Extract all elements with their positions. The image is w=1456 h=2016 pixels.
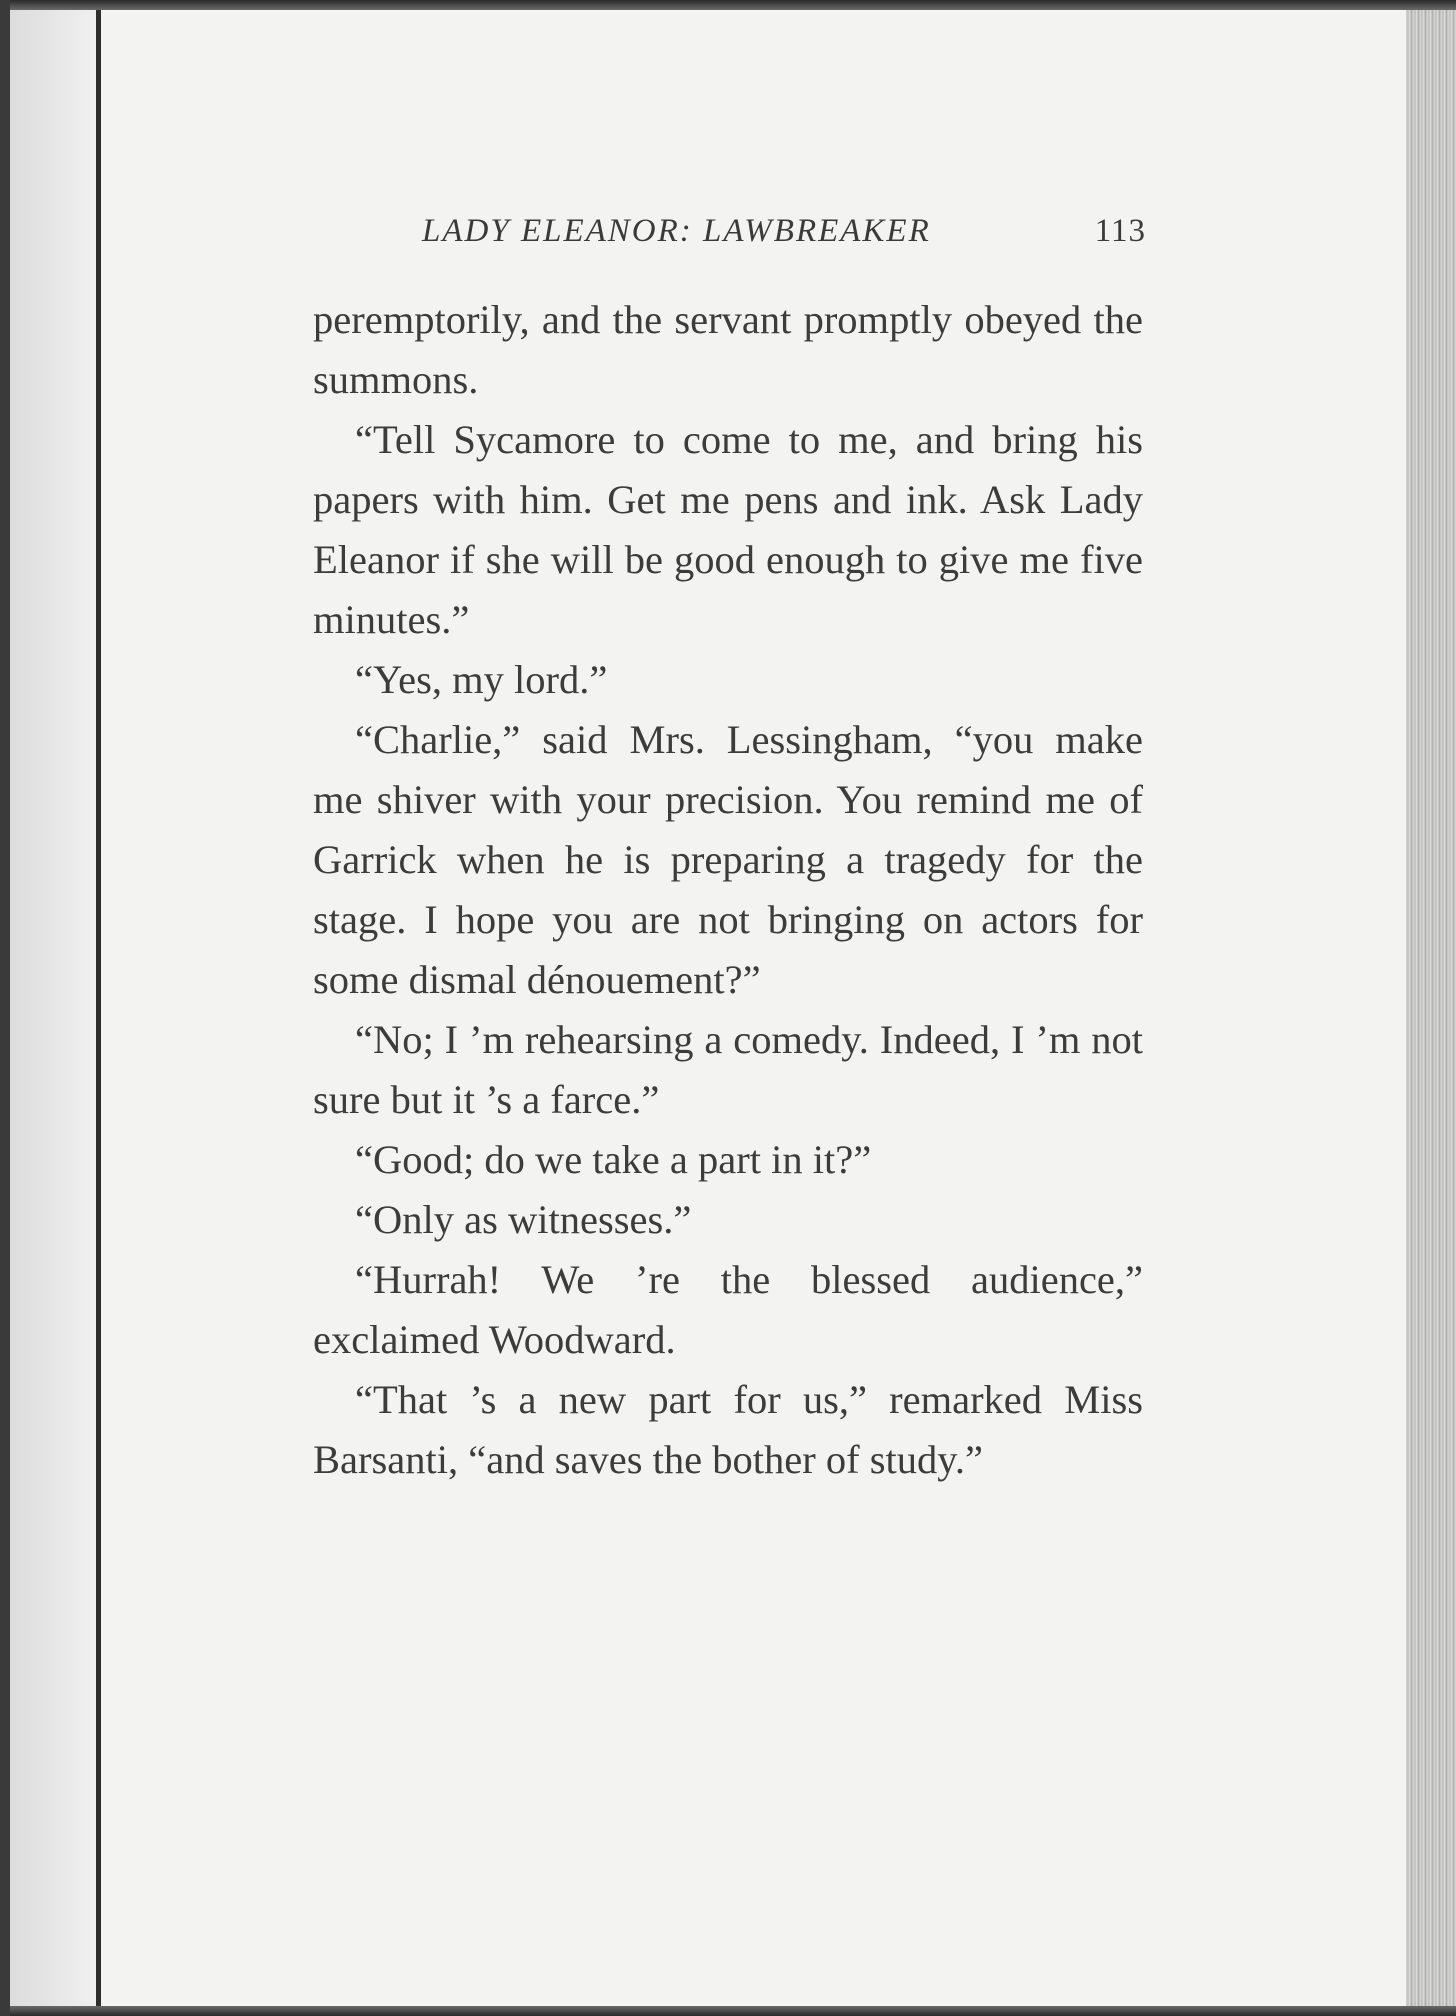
paragraph: “Good; do we take a part in it?” (355, 1137, 872, 1182)
paragraph: “Only as witnesses.” (355, 1197, 692, 1242)
scan-edge-left (0, 0, 10, 2016)
spine-line (96, 10, 101, 2006)
paragraph: peremptorily, and the servant promptly obeyed the summons. (313, 297, 1143, 402)
paragraph: “Yes, my lord.” (355, 657, 608, 702)
paragraph: “No; I ’m rehearsing a comedy. Indeed, I ’m not sure but it ’s a farce.” (313, 1017, 1143, 1122)
paragraph: “Hurrah! We ’re the blessed audience,” exclaimed Woodward. (313, 1257, 1143, 1362)
gutter-shadow (10, 10, 96, 2006)
running-head (300, 213, 1146, 257)
scan-edge-bottom (0, 2006, 1456, 2016)
paragraph: “Tell Sycamore to come to me, and bring his papers with him. Get me pens and ink. Ask Lady Eleanor if she will be good enough to give me five minutes.” (313, 417, 1143, 642)
page-number: 113 (1094, 213, 1146, 249)
paragraph: “That ’s a new part for us,” remarked Miss Barsanti, “and saves the bother of study.” (313, 1377, 1143, 1482)
running-head-title: LADY ELEANOR: LAWBREAKER (422, 213, 931, 249)
scan-edge-top (0, 0, 1456, 10)
paragraph: “Charlie,” said Mrs. Lessingham, “you make me shiver with your precision. You remind me of Garrick when he is preparing a tragedy for the stage. I hope you are not bringing on actors for some dismal dénouement?” (313, 717, 1143, 1002)
page-edges (1406, 10, 1456, 2006)
body-text (313, 290, 1143, 1490)
